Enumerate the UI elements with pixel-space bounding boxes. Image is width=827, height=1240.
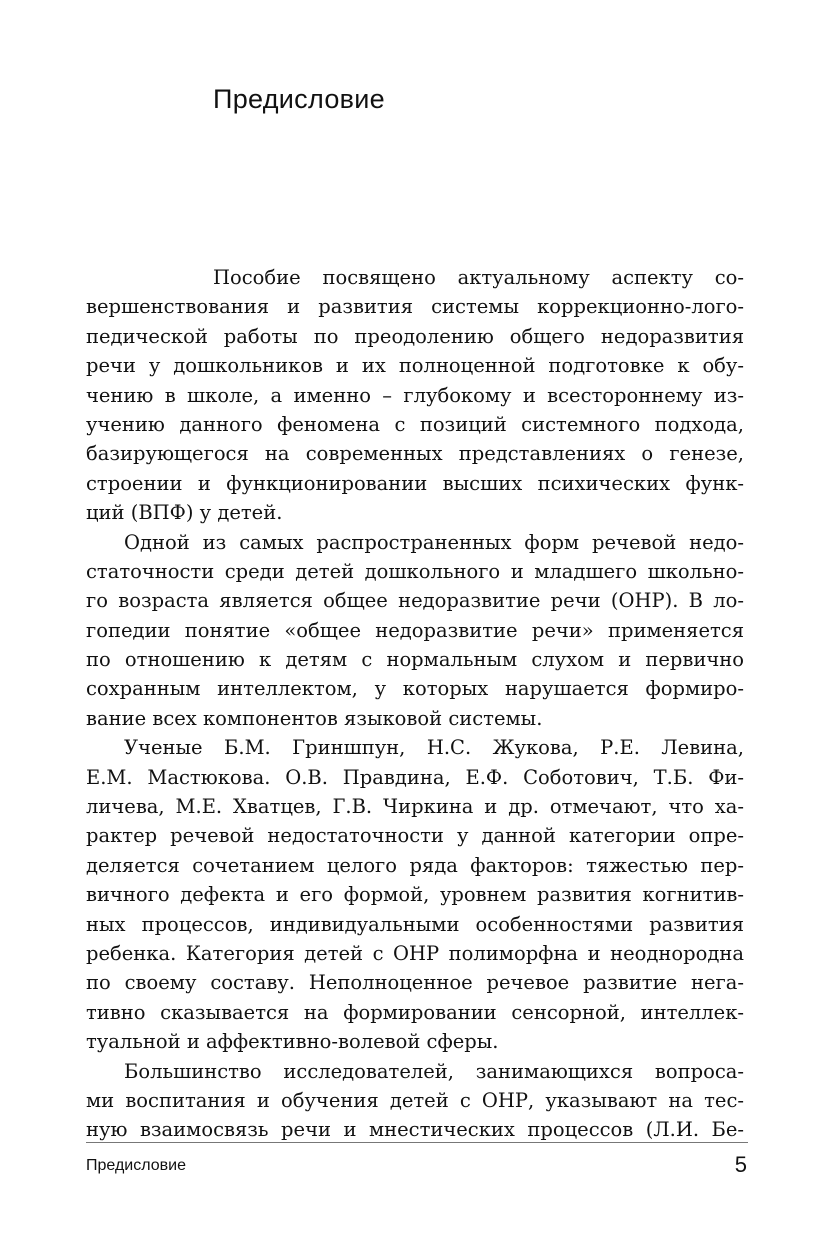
text-line: Большинство исследователей, занимающихся вопроса- [124, 1059, 744, 1083]
text-line: ную взаимосвязь речи и мнестических процессов (Л.И. Бе- [86, 1118, 744, 1142]
text-line: Ученые Б.М. Гриншпун, Н.С. Жукова, Р.Е. Левина, [124, 736, 744, 760]
text-line: вичного дефекта и его формой, уровнем развития когнитив- [86, 883, 744, 907]
text-line: Пособие посвящено актуальному аспекту со- [213, 266, 744, 289]
text-line: вание всех компонентов языковой системы. [86, 706, 543, 730]
page-title: Предисловие [213, 84, 385, 114]
footer-divider [86, 1142, 748, 1143]
text-line: вершенствования и развития системы коррекционно-лого- [86, 295, 744, 319]
text-line: по отношению к детям с нормальным слухом и первично [86, 648, 744, 672]
page-number: 5 [734, 1152, 747, 1177]
text-line: сохранным интеллектом, у которых нарушается формиро- [86, 677, 744, 701]
body-text [86, 263, 744, 1145]
footer-running-title: Предисловие [86, 1157, 186, 1174]
text-line: личева, М.Е. Хватцев, Г.В. Чиркина и др. отмечают, что ха- [86, 795, 744, 819]
text-line: Е.М. Мастюкова. О.В. Правдина, Е.Ф. Соботович, Т.Б. Фи- [86, 765, 744, 789]
text-line: Одной из самых распространенных форм речевой недо- [124, 530, 744, 554]
text-line: ми воспитания и обучения детей с ОНР, указывают на тес- [86, 1088, 744, 1112]
text-line: гопедии понятие «общее недоразвитие речи» применяется [86, 618, 744, 642]
text-line: педической работы по преодолению общего недоразвития [86, 324, 744, 348]
paragraph [86, 263, 744, 528]
text-line: рактер речевой недостаточности у данной категории опре- [86, 824, 744, 848]
text-line: деляется сочетанием целого ряда факторов: тяжестью пер- [86, 853, 744, 877]
text-line: речи у дошкольников и их полноценной подготовке к обу- [86, 354, 744, 378]
text-line: туальной и аффективно-волевой сферы. [86, 1030, 499, 1054]
paragraph [86, 528, 744, 734]
text-line: по своему составу. Неполноценное речевое развитие нега- [86, 971, 744, 995]
text-line: тивно сказывается на формировании сенсорной, интеллек- [86, 1000, 744, 1024]
text-line: учению данного феномена с позиций системного подхода, [86, 412, 744, 436]
text-line: базирующегося на современных представлениях о генезе, [86, 442, 744, 466]
text-line: го возраста является общее недоразвитие речи (ОНР). В ло- [86, 589, 744, 613]
text-line: ций (ВПФ) у детей. [86, 501, 283, 525]
text-line: ребенка. Категория детей с ОНР полиморфна и неоднородна [86, 941, 744, 965]
text-line: строении и функционировании высших психических функ- [86, 471, 744, 495]
paragraph [86, 1057, 744, 1145]
text-line: ных процессов, индивидуальными особенностями развития [86, 912, 744, 936]
text-line: чению в школе, а именно – глубокому и всестороннему из- [86, 383, 744, 407]
text-line: статочности среди детей дошкольного и младшего школьно- [86, 559, 744, 583]
paragraph [86, 733, 744, 1056]
